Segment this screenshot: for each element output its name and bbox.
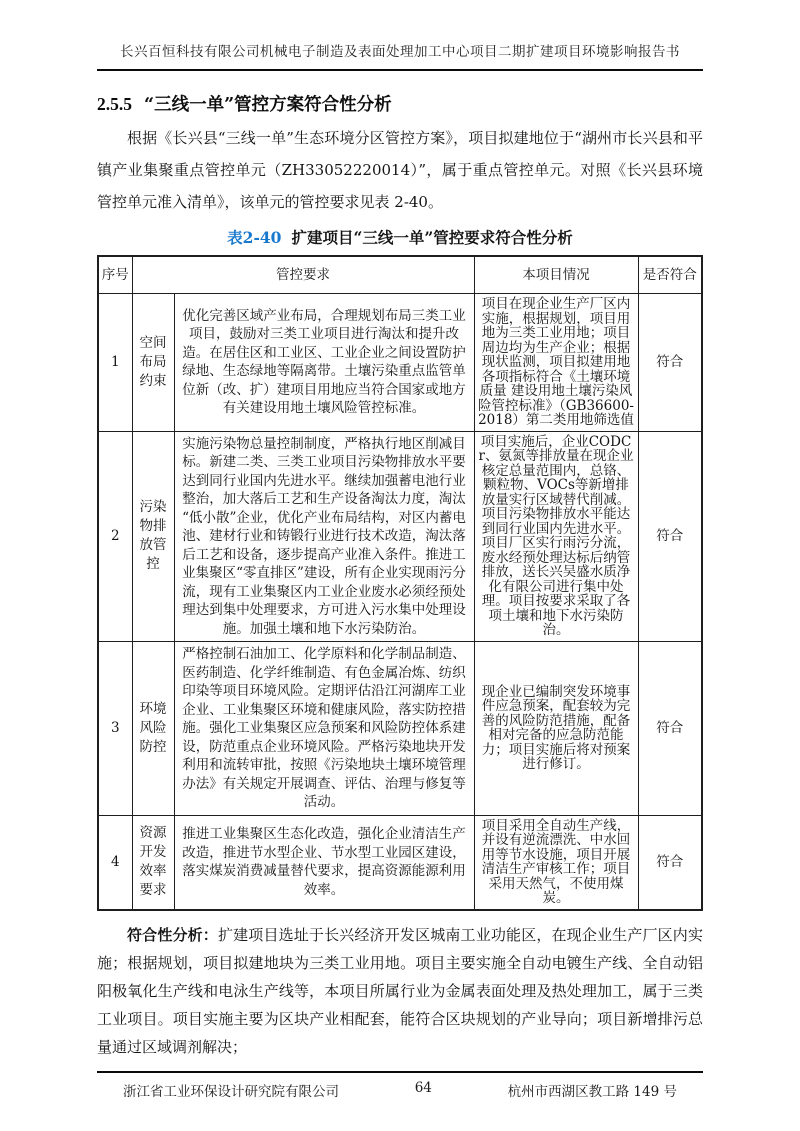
- table-row: [98, 642, 702, 816]
- row-category: 空间布局约束: [132, 294, 174, 432]
- row-requirement: 推进工业集聚区生态化改造，强化企业清洁生产改造，推进节水型企业、节水型工业园区建设，落实煤炭消费减量替代要求，提高资源能源利用效率。: [174, 815, 474, 910]
- row-requirement: 实施污染物总量控制制度，严格执行地区削减目标。新建二类、三类工业项目污染物排放水平要达到同行业国内先进水平。继续加强蓄电池行业整治，加大落后工艺和生产设备淘汰力度，淘汰“低小散”企业，优化产业布局结构，对区内蓄电池、建材行业和铸锻行业进行技术改造，淘汰落后工艺和设备，逐步提高产业准入条件。推进工业集聚区“零直排区”建设，所有企业实现雨污分流，现有工业集聚区内工业企业废水必须经预处理达到集中处理要求，方可进入污水集中处理设施。加强土壤和地下水污染防治。: [174, 431, 474, 642]
- footer-company: 浙江省工业环保设计研究院有限公司: [123, 1083, 339, 1100]
- table-row: [98, 431, 702, 642]
- row-category: 环境风险防控: [132, 642, 174, 816]
- page-footer: [97, 1071, 703, 1100]
- caption-title: 扩建项目“三线一单”管控要求符合性分析: [291, 228, 573, 247]
- row-conform: 符合: [638, 431, 702, 642]
- col-header-index: 序号: [98, 256, 132, 294]
- caption-label: 表2-40: [227, 228, 282, 247]
- row-situation: 项目采用全自动生产线，并设有逆流漂洗、中水回用等节水设施，项目开展清洁生产审核工作；项目采用天然气，不使用煤炭。: [474, 815, 638, 910]
- row-index: 4: [98, 815, 132, 910]
- row-category: 污染物排放管控: [132, 431, 174, 642]
- section-heading: [97, 91, 703, 116]
- col-header-requirement: 管控要求: [132, 256, 474, 294]
- footer-address: 杭州市西湖区教工路 149 号: [507, 1083, 677, 1100]
- row-requirement: 严格控制石油加工、化学原料和化学制品制造、医药制造、化学纤维制造、有色金属冶炼、纺织印染等项目环境风险。定期评估沿江河湖库工业企业、工业集聚区环境和健康风险，落实防控措施。强化工业集聚区应急预案和风险防控体系建设，防范重点企业环境风险。严格污染地块开发利用和流转审批，按照《污染地块土壤环境管理办法》有关规定开展调查、评估、治理与修复等活动。: [174, 642, 474, 816]
- row-situation: 现企业已编制突发环境事件应急预案，配套较为完善的风险防范措施，配备相对完备的应急防范能力；项目实施后将对预案进行修订。: [474, 642, 638, 816]
- analysis-text: 扩建项目选址于长兴经济开发区城南工业功能区，在现企业生产厂区内实施；根据规划，项目拟建地块为三类工业用地。项目主要实施全自动电镀生产线、全自动铝阳极氧化生产线和电泳生产线等，本项目所属行业为金属表面处理及热处理加工，属于三类工业项目。项目实施主要为区块产业相配套，能符合区块规划的产业导向；项目新增排污总量通过区域调剂解决；: [97, 925, 703, 1056]
- analysis-lead: 符合性分析：: [127, 925, 218, 944]
- intro-paragraph: 根据《长兴县“三线一单”生态环境分区管控方案》，项目拟建地位于“湖州市长兴县和平镇产业集聚重点管控单元（ZH33052220014）”，属于重点管控单元。对照《长兴县环境管控单元准入清单》，该单元的管控要求见表 2-40。: [97, 129, 703, 211]
- table-row: [98, 294, 702, 432]
- section-number: 2.5.5: [97, 94, 132, 114]
- row-situation: 项目实施后，企业CODCr、氨氮等排放量在现企业核定总量范围内，总铬、颗粒物、VOCs等新增排放量实行区域替代削减。项目污染物排放水平能达到同行业国内先进水平。项目厂区实行雨污分流，废水经预处理达标后纳管排放，送长兴吴盛水质净化有限公司进行集中处理。项目按要求采取了各项土壤和地下水污染防治。: [474, 431, 638, 642]
- row-index: 2: [98, 431, 132, 642]
- col-header-project: 本项目情况: [474, 256, 638, 294]
- row-category: 资源开发效率要求: [132, 815, 174, 910]
- row-conform: 符合: [638, 294, 702, 432]
- table-caption: [97, 226, 703, 248]
- table-header-row: [98, 256, 702, 294]
- footer-page-number: 64: [414, 1079, 432, 1096]
- section-title: “三线一单”管控方案符合性分析: [144, 95, 392, 115]
- row-situation: 项目在现企业生产厂区内实施，根据规划，项目用地为三类工业用地；项目周边均为生产企业；根据现状监测，项目拟建用地各项指标符合《土壤环境质量 建设用地土壤污染风险管控标准》（GB36600-2018）第二类用地筛选值: [474, 294, 638, 432]
- analysis-paragraph: [97, 921, 703, 1061]
- col-header-conform: 是否符合: [638, 256, 702, 294]
- row-index: 1: [98, 294, 132, 432]
- row-conform: 符合: [638, 642, 702, 816]
- compliance-table: [97, 255, 703, 911]
- page-header-title: 长兴百恒科技有限公司机械电子制造及表面处理加工中心项目二期扩建项目环境影响报告书: [97, 30, 703, 71]
- table-row: [98, 815, 702, 910]
- row-index: 3: [98, 642, 132, 816]
- row-requirement: 优化完善区域产业布局，合理规划布局三类工业项目，鼓励对三类工业项目进行淘汰和提升改造。在居住区和工业区、工业企业之间设置防护绿地、生态绿地等隔离带。土壤污染重点监管单位新（改、扩）建项目用地应当符合国家或地方有关建设用地土壤风险管控标准。: [174, 294, 474, 432]
- row-conform: 符合: [638, 815, 702, 910]
